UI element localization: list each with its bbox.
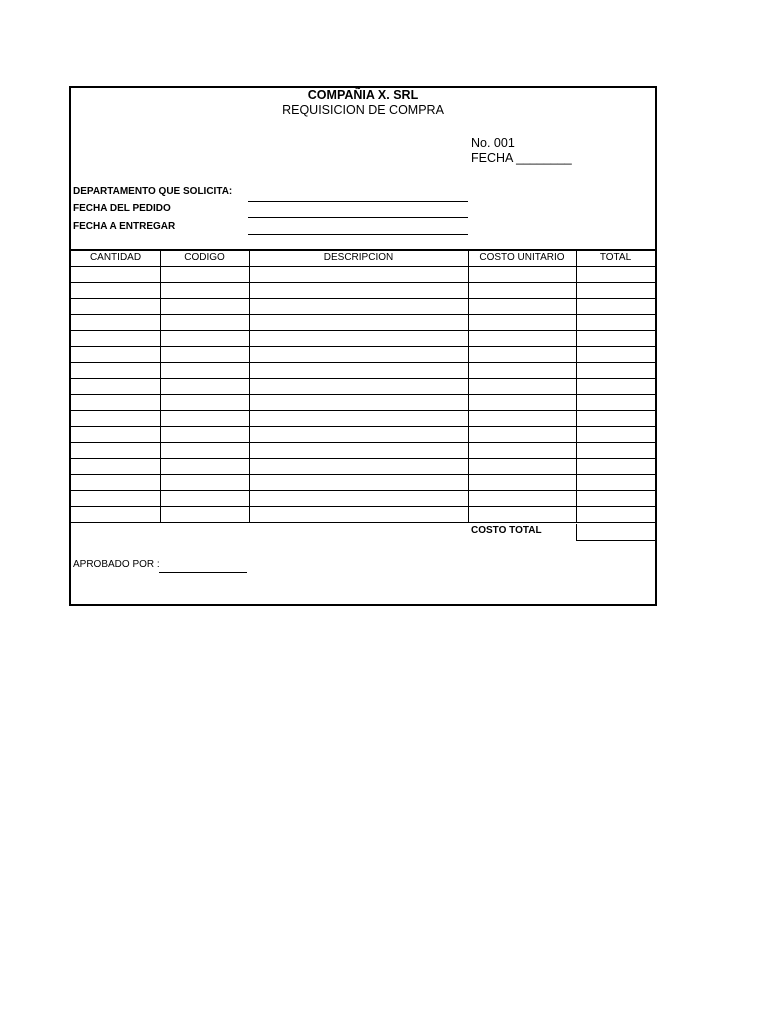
table-cell[interactable] [576,378,655,394]
table-cell[interactable] [71,314,160,330]
table-cell[interactable] [71,458,160,474]
table-cell[interactable] [576,506,655,522]
table-cell[interactable] [468,394,576,410]
fecha-entregar-label: FECHA A ENTREGAR [73,221,176,232]
table-cell[interactable] [576,442,655,458]
table-cell[interactable] [249,394,468,410]
table-cell[interactable] [71,330,160,346]
table-cell[interactable] [468,378,576,394]
table-cell[interactable] [160,346,249,362]
form-title: REQUISICION DE COMPRA [282,103,444,117]
table-cell[interactable] [160,506,249,522]
fecha-field[interactable]: FECHA ________ [471,151,572,165]
table-cell[interactable] [160,330,249,346]
table-cell[interactable] [468,330,576,346]
table-cell[interactable] [576,298,655,314]
table-cell[interactable] [576,490,655,506]
column-header-cantidad: CANTIDAD [89,252,142,263]
table-cell[interactable] [576,410,655,426]
table-cell[interactable] [576,362,655,378]
table-cell[interactable] [71,506,160,522]
table-cell[interactable] [249,442,468,458]
fecha-entregar-line[interactable] [248,234,468,235]
table-cell[interactable] [576,346,655,362]
table-cell[interactable] [576,474,655,490]
table-cell[interactable] [71,394,160,410]
departamento-label: DEPARTAMENTO QUE SOLICITA: [73,186,233,197]
table-cell[interactable] [71,298,160,314]
table-cell[interactable] [576,282,655,298]
table-cell[interactable] [468,458,576,474]
table-cell[interactable] [71,282,160,298]
table-cell[interactable] [71,474,160,490]
table-top-border [71,249,655,251]
table-cell[interactable] [468,314,576,330]
table-cell[interactable] [160,442,249,458]
table-cell[interactable] [71,490,160,506]
table-cell[interactable] [249,474,468,490]
table-cell[interactable] [160,458,249,474]
table-cell[interactable] [71,410,160,426]
table-cell[interactable] [468,426,576,442]
table-cell[interactable] [71,442,160,458]
table-cell[interactable] [468,474,576,490]
table-cell[interactable] [468,298,576,314]
table-cell[interactable] [160,490,249,506]
table-cell[interactable] [249,282,468,298]
table-cell[interactable] [249,378,468,394]
aprobado-por-line[interactable] [159,572,247,573]
table-cell[interactable] [71,426,160,442]
column-header-costo-unitario: COSTO UNITARIO [479,252,565,263]
fecha-pedido-line[interactable] [248,217,468,218]
table-cell[interactable] [249,362,468,378]
table-cell[interactable] [160,282,249,298]
table-cell[interactable] [71,346,160,362]
table-cell[interactable] [71,362,160,378]
costo-total-label: COSTO TOTAL [471,525,542,536]
table-cell[interactable] [468,490,576,506]
table-cell[interactable] [249,330,468,346]
table-cell[interactable] [249,298,468,314]
column-header-descripcion: DESCRIPCION [323,252,394,263]
table-cell[interactable] [468,362,576,378]
table-cell[interactable] [160,362,249,378]
column-header-codigo: CODIGO [184,252,225,263]
table-cell[interactable] [71,378,160,394]
table-cell[interactable] [249,314,468,330]
table-cell[interactable] [249,426,468,442]
fecha-pedido-label: FECHA DEL PEDIDO [73,203,171,214]
table-cell[interactable] [249,490,468,506]
table-cell[interactable] [576,314,655,330]
table-cell[interactable] [160,426,249,442]
table-cell[interactable] [249,410,468,426]
table-cell[interactable] [576,266,655,282]
table-cell[interactable] [160,378,249,394]
table-cell[interactable] [576,394,655,410]
table-cell[interactable] [249,266,468,282]
table-cell[interactable] [468,346,576,362]
table-row-line [71,522,655,523]
requisition-number: No. 001 [471,136,515,150]
table-cell[interactable] [468,266,576,282]
costo-total-value[interactable] [576,524,656,541]
table-cell[interactable] [160,394,249,410]
table-cell[interactable] [160,410,249,426]
table-cell[interactable] [71,266,160,282]
table-cell[interactable] [576,426,655,442]
table-cell[interactable] [468,282,576,298]
table-cell[interactable] [249,506,468,522]
departamento-line[interactable] [248,201,468,202]
table-cell[interactable] [468,442,576,458]
table-cell[interactable] [249,458,468,474]
column-header-total: TOTAL [599,252,632,263]
table-cell[interactable] [160,314,249,330]
table-cell[interactable] [160,474,249,490]
requisition-form [69,86,657,606]
company-name: COMPAÑIA X. SRL [307,88,419,102]
table-cell[interactable] [576,330,655,346]
aprobado-por-label: APROBADO POR : [73,559,160,570]
table-cell[interactable] [468,506,576,522]
table-cell[interactable] [249,346,468,362]
table-cell[interactable] [160,266,249,282]
table-cell[interactable] [576,458,655,474]
table-cell[interactable] [160,298,249,314]
table-cell[interactable] [468,410,576,426]
